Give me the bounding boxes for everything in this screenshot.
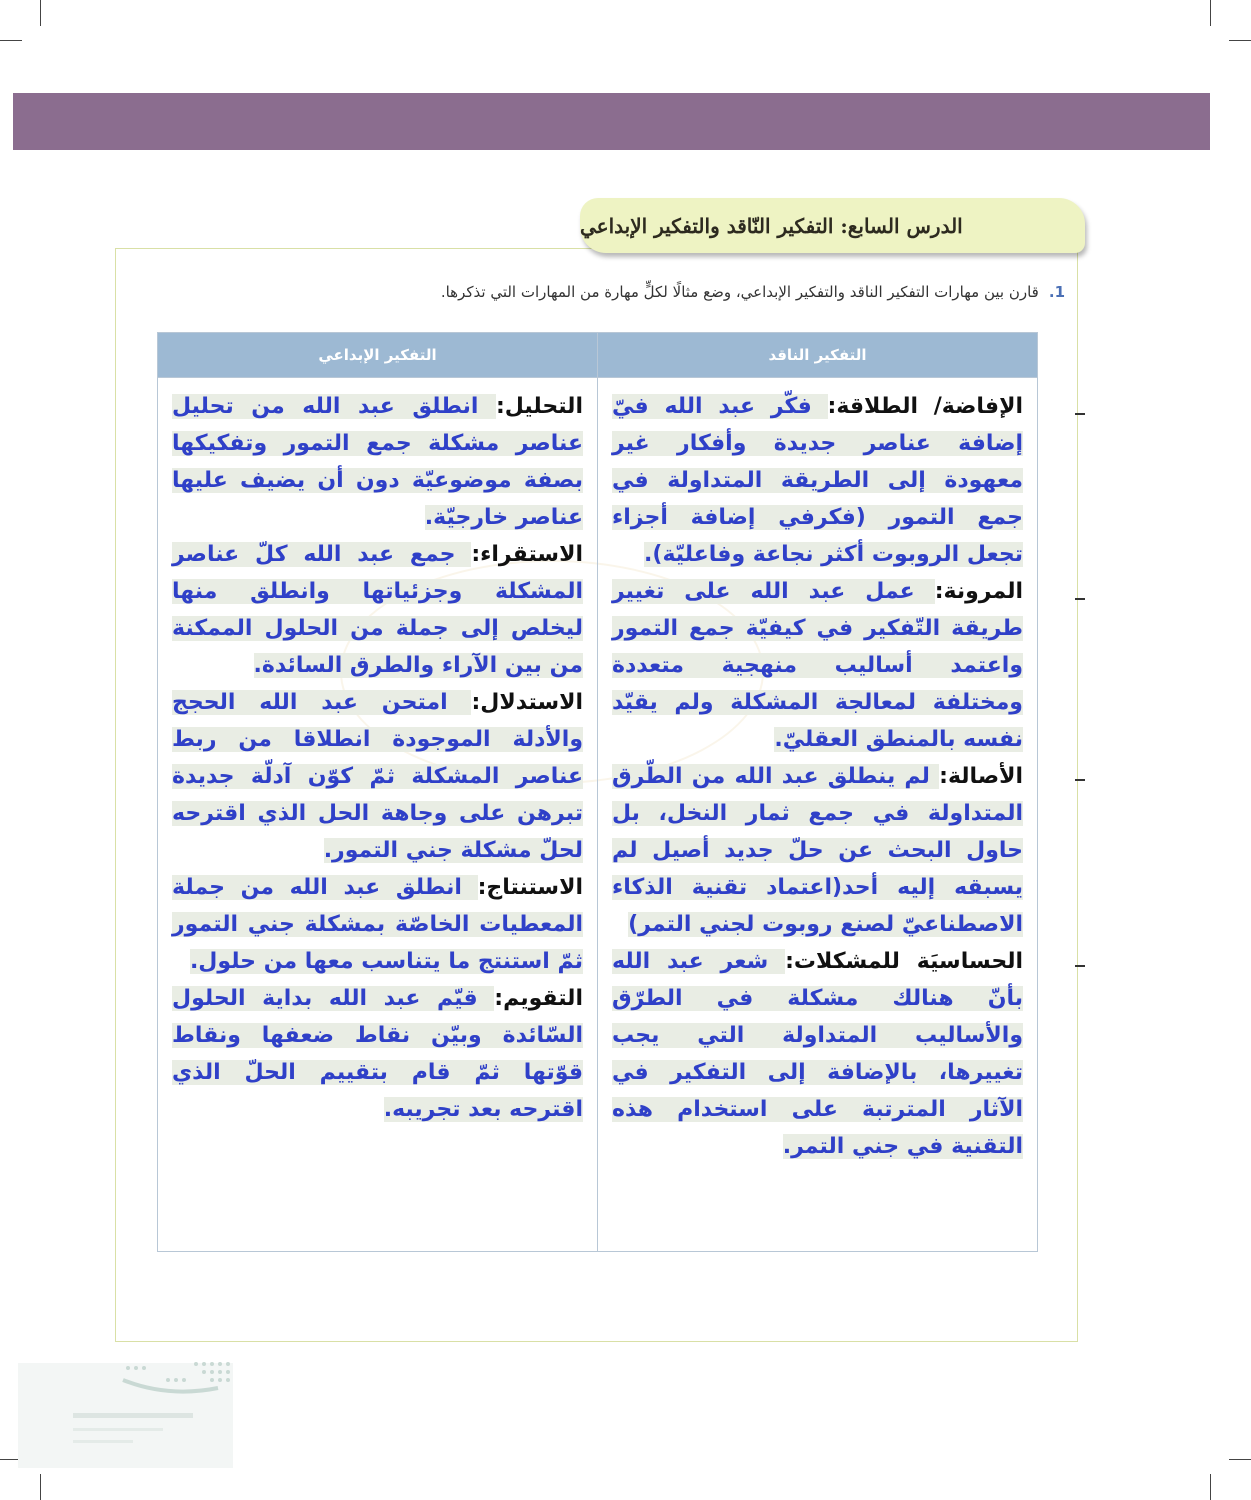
header-band [13,93,1210,150]
crop-mark [40,1474,41,1500]
creative-skill-evaluation [172,980,583,1128]
comparison-table [157,332,1038,1252]
skill-example: عمل عبد الله على تغيير طريقة التّفكير في كيفيّة جمع التمور واعتمد أساليب منهجية متعددة ومختلفة لمعالجة المشكلة ولم يقيّد نفسه بالمنطق العقليّ. [612,579,1023,752]
ministry-logo [18,1358,233,1468]
skill-label: الاستدلال: [471,690,583,715]
skill-label: الأصالة: [939,764,1023,789]
skill-example: امتحن عبد الله الحجج والأدلة الموجودة انطلاقا من ربط عناصر المشكلة ثمّ كوّن آدلّة جديدة تبرهن على وجاهة الحل الذي اقترحه لحلّ مشكلة جني التمور. [172,690,583,863]
skill-example: لم ينطلق عبد الله من الطّرق المتداولة في جمع ثمار النخل، بل حاول البحث عن حلّ جديد أصيل لم يسبقه إليه أحد(اعتماد تقنية الذكاء الاصطناعيّ لصنع روبوت لجني التمر) [612,764,1023,937]
critical-skill-sensitivity [612,943,1023,1165]
question-number: 1. [1048,283,1065,301]
question-text: قارن بين مهارات التفكير الناقد والتفكير الإبداعي، وضع مثالًا لكلٍّ مهارة من المهارات التي تذكرها. [440,283,1039,301]
creative-skill-analysis [172,388,583,536]
crop-mark [1210,0,1211,26]
skill-example: شعر عبد الله بأنّ هنالك مشكلة في الطرّق والأساليب المتداولة التي يجب تغييرها، بالإضافة إلى التفكير في الآثار المترتبة على استخدام هذه التقنية في جني التمر. [612,949,1023,1159]
skill-example: جمع عبد الله كلّ عناصر المشكلة وجزئياتها وانطلق منها ليخلص إلى جملة من الحلول الممكنة من بين الآراء والطرق السائدة. [172,542,583,678]
skill-example: انطلق عبد الله من جملة المعطيات الخاصّة بمشكلة جني التمور ثمّ استنتج ما يتناسب معها من حلول. [172,875,583,974]
skill-label: المرونة: [934,579,1023,604]
question-line [441,283,1065,301]
creative-skill-deduction [172,869,583,980]
margin-dash [1075,413,1085,415]
crop-mark [1210,1474,1211,1500]
lesson-title-tab [580,198,1085,253]
header-creative-thinking: التفكير الإبداعي [158,333,598,378]
creative-skill-reasoning [172,684,583,869]
crop-mark [1229,40,1251,41]
skill-example: قيّم عبد الله بداية الحلول السّائدة وبيّن نقاط ضعفها ونقاط قوّتها ثمّ قام بتقييم الحلّ الذي اقترحه بعد تجريبه. [172,986,583,1122]
skill-label: الاستقراء: [471,542,583,567]
margin-dash [1075,779,1085,781]
margin-dash [1075,965,1085,967]
margin-dash [1075,598,1085,600]
creative-skill-induction [172,536,583,684]
lesson-title: الدرس السابع: التفكير النّاقد والتفكير الإبداعي [580,213,963,238]
skill-label: التحليل: [495,394,583,419]
skill-example: انطلق عبد الله من تحليل عناصر مشكلة جمع التمور وتفكيكها بصفة موضوعيّة دون أن يضيف عليها عناصر خارجيّة. [172,394,583,530]
skill-label: الإفاضة/ الطلاقة: [827,394,1023,419]
skill-label: الاستنتاج: [477,875,583,900]
critical-thinking-cell [598,378,1038,1252]
creative-thinking-cell [158,378,598,1252]
skill-label: التقويم: [494,986,583,1011]
skill-example: فكّر عبد الله فيّ إضافة عناصر جديدة وأفكار غير معهودة إلى الطريقة المتداولة في جمع التمور (فكرفي إضافة أجزاء تجعل الروبوت أكثر نجاعة وفاعليّة). [612,394,1023,567]
header-critical-thinking: التفكير الناقد [598,333,1038,378]
critical-skill-fluency [612,388,1023,573]
crop-mark [40,0,41,26]
crop-mark [1229,1459,1251,1460]
skill-label: الحساسيَة للمشكلات: [785,949,1023,974]
crop-mark [0,40,22,41]
critical-skill-originality [612,758,1023,943]
critical-skill-flexibility [612,573,1023,758]
